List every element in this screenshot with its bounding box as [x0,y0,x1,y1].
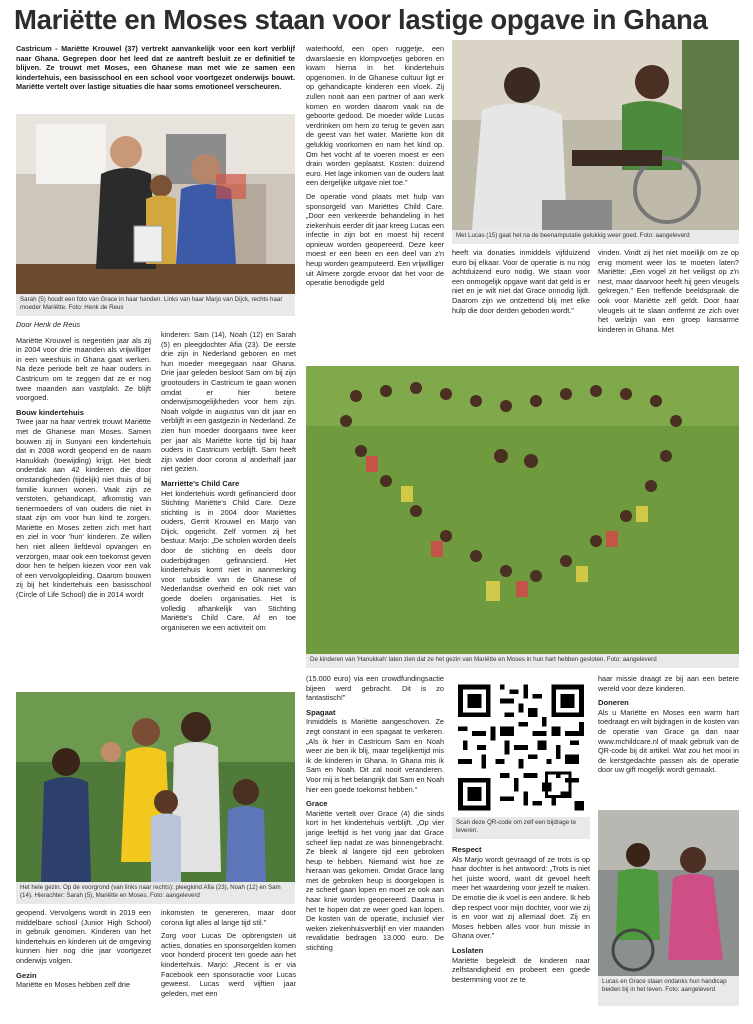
photo-children-heart [306,366,739,654]
caption-photo3: De kinderen van 'Hanukkah' laten zien dat ze het gezin van Mariëtte en Moses in hun hart hebben gesloten. Foto: aangeleverd [306,654,739,668]
col4-p1: heeft via donaties inmiddels vijfduizend euro bij elkaar. Voor de operatie is nu nog achtduizend euro nodig. We staan voor een onmogelijk opgave want dat geld is er niet en je wilt niet dat Grace onnodig lijdt. Daarom zijn we ontzettend blij met elke hulp die door derden geboden wordt." [452,248,590,315]
intro-text: Castricum - Mariëtte Krouwel (37) vertrekt aanvankelijk voor een kort verblijf naar Ghana. Gegrepen door het leed dat ze aantreft besluit ze er definitief te blijven. Ze trouwt met Moses, een Ghanese man met wie ze samen een kindertehuis, een basisschool en een school voor voortgezet onderwijs bouwt. Mariëtte vertelt over lastige situaties die haar soms emotioneel verscheuren. [16,44,295,92]
col1-p2: Twee jaar na haar vertrek trouwt Mariëtte met de Ghanese man Moses. Samen bouwen zij in Sunyani een kindertehuis dat in 2008 wordt geopend en de naam Hanukkah (toewijding) krijgt. Het biedt onderdak aan 42 kinderen die door omstandigheden (tijdelijk) niet thuis of bij familie kunnen wonen. Vaak zijn ze verstoten, gehandicapt, afkomstig van tienermoeders of van ouders die niet in staat zijn om voor hun kind te zorgen. Mariëtte en Moses zetten zich met hart en ziel in voor 'hun' kinderen. Ze willen hen niet alleen liefdevol opvangen en verzorgen, maar ook een toekomst geven door hen te helpen kiezen voor een vak of een vervolgopleiding. Daarom bouwen zij bij het kindertehuis een basisschool (Circle of Life School) die in 2014 wordt [16,417,151,600]
bottom2-p2: Zorg voor Lucas De opbrengsten uit acties, donaties en sponsorgelden komen voor honderd procent ten goede aan het kindertehuis. Marjo: „Recent is er via Facebook een sponsoractie voor Lucas geweest. Lucas werd vijftien jaar geleden, met een [161,931,296,998]
col5-p1: vinden. Vindt zij het niet moeilijk om ze op enig moment weer los te moeten laten? Mariëtte: „Een vogel zit het veiligst op z'n nest, maar daarvoor heeft hij geen vleugels gekregen." Een treffende beeldspraak die ook voor Mariëtte zelf geldt. Door haar vleugels uit te slaan ontfermt ze zich over het welzijn van een groep kansarme kinderen in Ghana. Met [598,248,739,334]
col5b-p2: Als u Mariëtte en Moses een warm hart toedraagt en wilt bijdragen in de kosten van de operatie van Grace ga dan naar www.mchildcare.nl of maak gebruik van de QR-code bij dit artikel. Wat zou het mooi in de kerstgedachte passen als de operatie door uw gift mogelijk wordt gemaakt. [598,707,739,775]
col2-p2: Het kindertehuis wordt gefinancierd door Stichting Mariëtte's Child Care. Deze stichting is in 2004 door Mariëttes ouders, Gerrit Krouwel en Marjo van Dijck, opgericht. Zelf vormen zij het bestuur. Marjo: „De scholen worden deels door de stichting en deels door ouderbijdragen gefinancierd. Het kindertehuis komt niet in aanmerking voor subsidie van de Ghanese of Nederlandse overheid en ook niet van goede doelen organisaties. Het is volledig afhankelijk van Stichting Mariëtte's Child Care. Af en toe organiseren we een activiteit om [161,488,296,632]
col1-p1: Mariëtte Krouwel is negentien jaar als zij in 2004 voor drie maanden als vrijwilliger in een weeshuis in Ghana gaat werken. Na deze periode belt ze haar ouders in Castricum om te zeggen dat ze er nog twee maanden aan vastplakt. Ze blijft voorgoed. [16,335,151,403]
column-1 [16,320,151,690]
col4b-p1: Als Marjo wordt gevraagd of ze trots is op haar dochter is het antwoord: „Trots is niet het juiste woord, want dit gevoel heeft meer het waardering voor jezelf te maken. De emotie die ik voel is een andere. Ik heb diep respect voor mijn dochter, voor wie zij is en voor wat zij allemaal doet. Zij en Moses hebben alles voor hun missie in Ghana over." [452,854,590,941]
col3-p2: De operatie vond plaats met hulp van sponsorgeld van Mariëttes Child Care. „Door een verkeerde behandeling in het ziekenhuis eerder dit jaar kreeg Lucas een infectie in zijn bot en moest hij recent opnieuw worden geopereerd. Deze keer moest er een been en een deel van z'n heup worden geamputeerd. Een vrijwilliger uit Almere zorgde ervoor dat het voor de operatie benodigde geld [306,191,444,288]
caption-photo1: Sarah (5) houdt een foto van Grace in haar handen. Links van haar Marjo van Dijck, rechts haar moeder Mariëtte. Foto: Henk de Reus [16,294,295,316]
col4b-sub2: Loslaten [452,945,484,955]
col3b-sub1: Spagaat [306,707,336,717]
column-4-bottom [452,845,590,1020]
bottom-column-2 [161,908,296,1020]
col5b-p1: haar missie draagt ze bij aan een betere wereld voor deze kinderen. [598,674,739,693]
intro [16,44,295,112]
caption-photo2: Met Lucas (15) gaat het na de beenamputatie gelukkig weer goed. Foto: aangeleverd [452,230,739,244]
column-3 [306,44,444,362]
col4b-sub1: Respect [452,845,482,854]
caption-photo4: Het hele gezin. Op de voorgrond (van links naar rechts): pleegkind Afia (23), Noah (12) en Sam (14). Hierachter: Sarah (5), Mariëtte en Moses. Foto: aangeleverd [16,882,295,904]
col3b-p2: Inmiddels is Mariëtte aangeschoven. Ze zegt constant in een spagaat te verkeren. „Als ik hier in Castricum Sam en Noah weer zie ben ik blij, maar tegelijkertijd mis ik de kinderen in Ghana. In Ghana mis ik Sam en Noah. Dit zal nooit veranderen. Voor mij is het belangrijk dat Sam en Noah hier een goede toekomst hebben." [306,717,444,794]
photo-lucas [452,40,739,230]
col3b-sub2: Grace [306,799,328,809]
bottom1-p1: geopend. Vervolgens wordt in 2019 een middelbare school (Junior High School) in gebruik genomen. Kinderen van het kindertehuis en kinderen uit de omgeving kunnen hier nog drie jaar voortgezet onderwijs volgen. [16,908,151,965]
col2-sub1: Marriëtte's Child Care [161,478,240,488]
photo-family-kitchen [16,114,295,294]
bottom2-p1: inkomsten te genereren, maar door corona ligt alles al lange tijd stil." [161,908,296,927]
caption-photo5: Lucas en Grace staan ondanks hun handicap beiden bij in het leven. Foto: aangeleverd [598,976,739,1006]
qr-code[interactable] [452,680,590,815]
column-5 [598,248,739,358]
bottom1-sub1: Gezin [16,970,37,980]
col1-sub1: Bouw kindertehuis [16,407,84,417]
column-3-bottom [306,674,444,1020]
column-2 [161,330,296,690]
col3-p1: waterhoofd, een open ruggetje, een dwarslaesie en klompvoetjes geboren en kwam hierna in het kindertehuis opgenomen. In de Ghanese cultuur ligt er op gehandicapte kinderen een vloek. Zij zullen nooit aan een partner of aan werk komen en worden daarom vaak na de geboorte gedood. De moeder wilde Lucas verdrinken om hem zo terug te geven aan de geest van het water. Mariëtte kon dit gelukkig voorkomen en nam het kind op. Om het vocht af te voeren moest er een drain worden geplaatst. Kosten: duizend euro. Het lage inkomen van de ouders laat een dergelijke uitgave niet toe." [306,44,444,188]
caption-qr: Scan deze QR-code om zelf een bijdrage te leveren. [452,817,590,839]
column-5-bottom [598,674,739,804]
col5b-sub1: Doneren [598,698,629,708]
col2-p1: kinderen: Sam (14), Noah (12) en Sarah (5) en pleegdochter Afia (23). De eerste drie zijn in Nederland geboren en met hun moeder meegegaan naar Ghana. Drie jaar geleden besloot Sam om bij zijn grootouders in Castricum te gaan wonen omdat er hier betere onderwijsmogelijkheden voor hem zijn. Noah volgde in augustus van dit jaar en verblijft in een gastgezin in Nederland. Ze zien hun moeder doorgaans twee keer per jaar als Mariëtte korte tijd bij haar ouders in Castricum verblijft. Sam heeft zijn vader door corona al anderhalf jaar niet gezien. [161,330,296,474]
bottom-column-1 [16,908,151,1020]
col4b-p2: Mariëtte begeleidt de kinderen naar zelfstandigheid en probeert een goede bestemming voor ze te [452,955,590,984]
photo-whole-family [16,692,295,882]
bottom1-p2: Mariëtte en Moses hebben zelf drie [16,980,130,990]
column-4 [452,248,590,358]
col3b-p1: (15.000 euro) via een crowdfundingsactie bijeen werd gebracht. Dit is zo fantastisch!" [306,674,444,703]
headline: Mariëtte en Moses staan voor lastige opgave in Ghana [14,4,708,35]
photo-lucas-grace [598,810,739,976]
col3b-p3: Mariëtte vertelt over Grace (4) die sinds kort in het kindertehuis verblijft. „Op vier jarige leeftijd is het vorig jaar dat Grace scheef liep nadat ze was binnengebracht. Ze bleek al langere tijd een gebroken heup te hebben. Niemand wist hoe ze hieraan was gekomen. Omdat Grace lang met de gebroken heup is doorgelopen is ze scheef gaan lopen en moet ze ook aan haar knie worden geopereerd. Daarna is het te hopen dat ze weer goed kan lopen. De kosten van de operatie, inclusief vier weken ziekenhuisverblijf en vier maanden revalidatie bedragen 13.000 euro. De stichting [306,808,444,953]
byline: Door Henk de Reus [16,320,81,329]
